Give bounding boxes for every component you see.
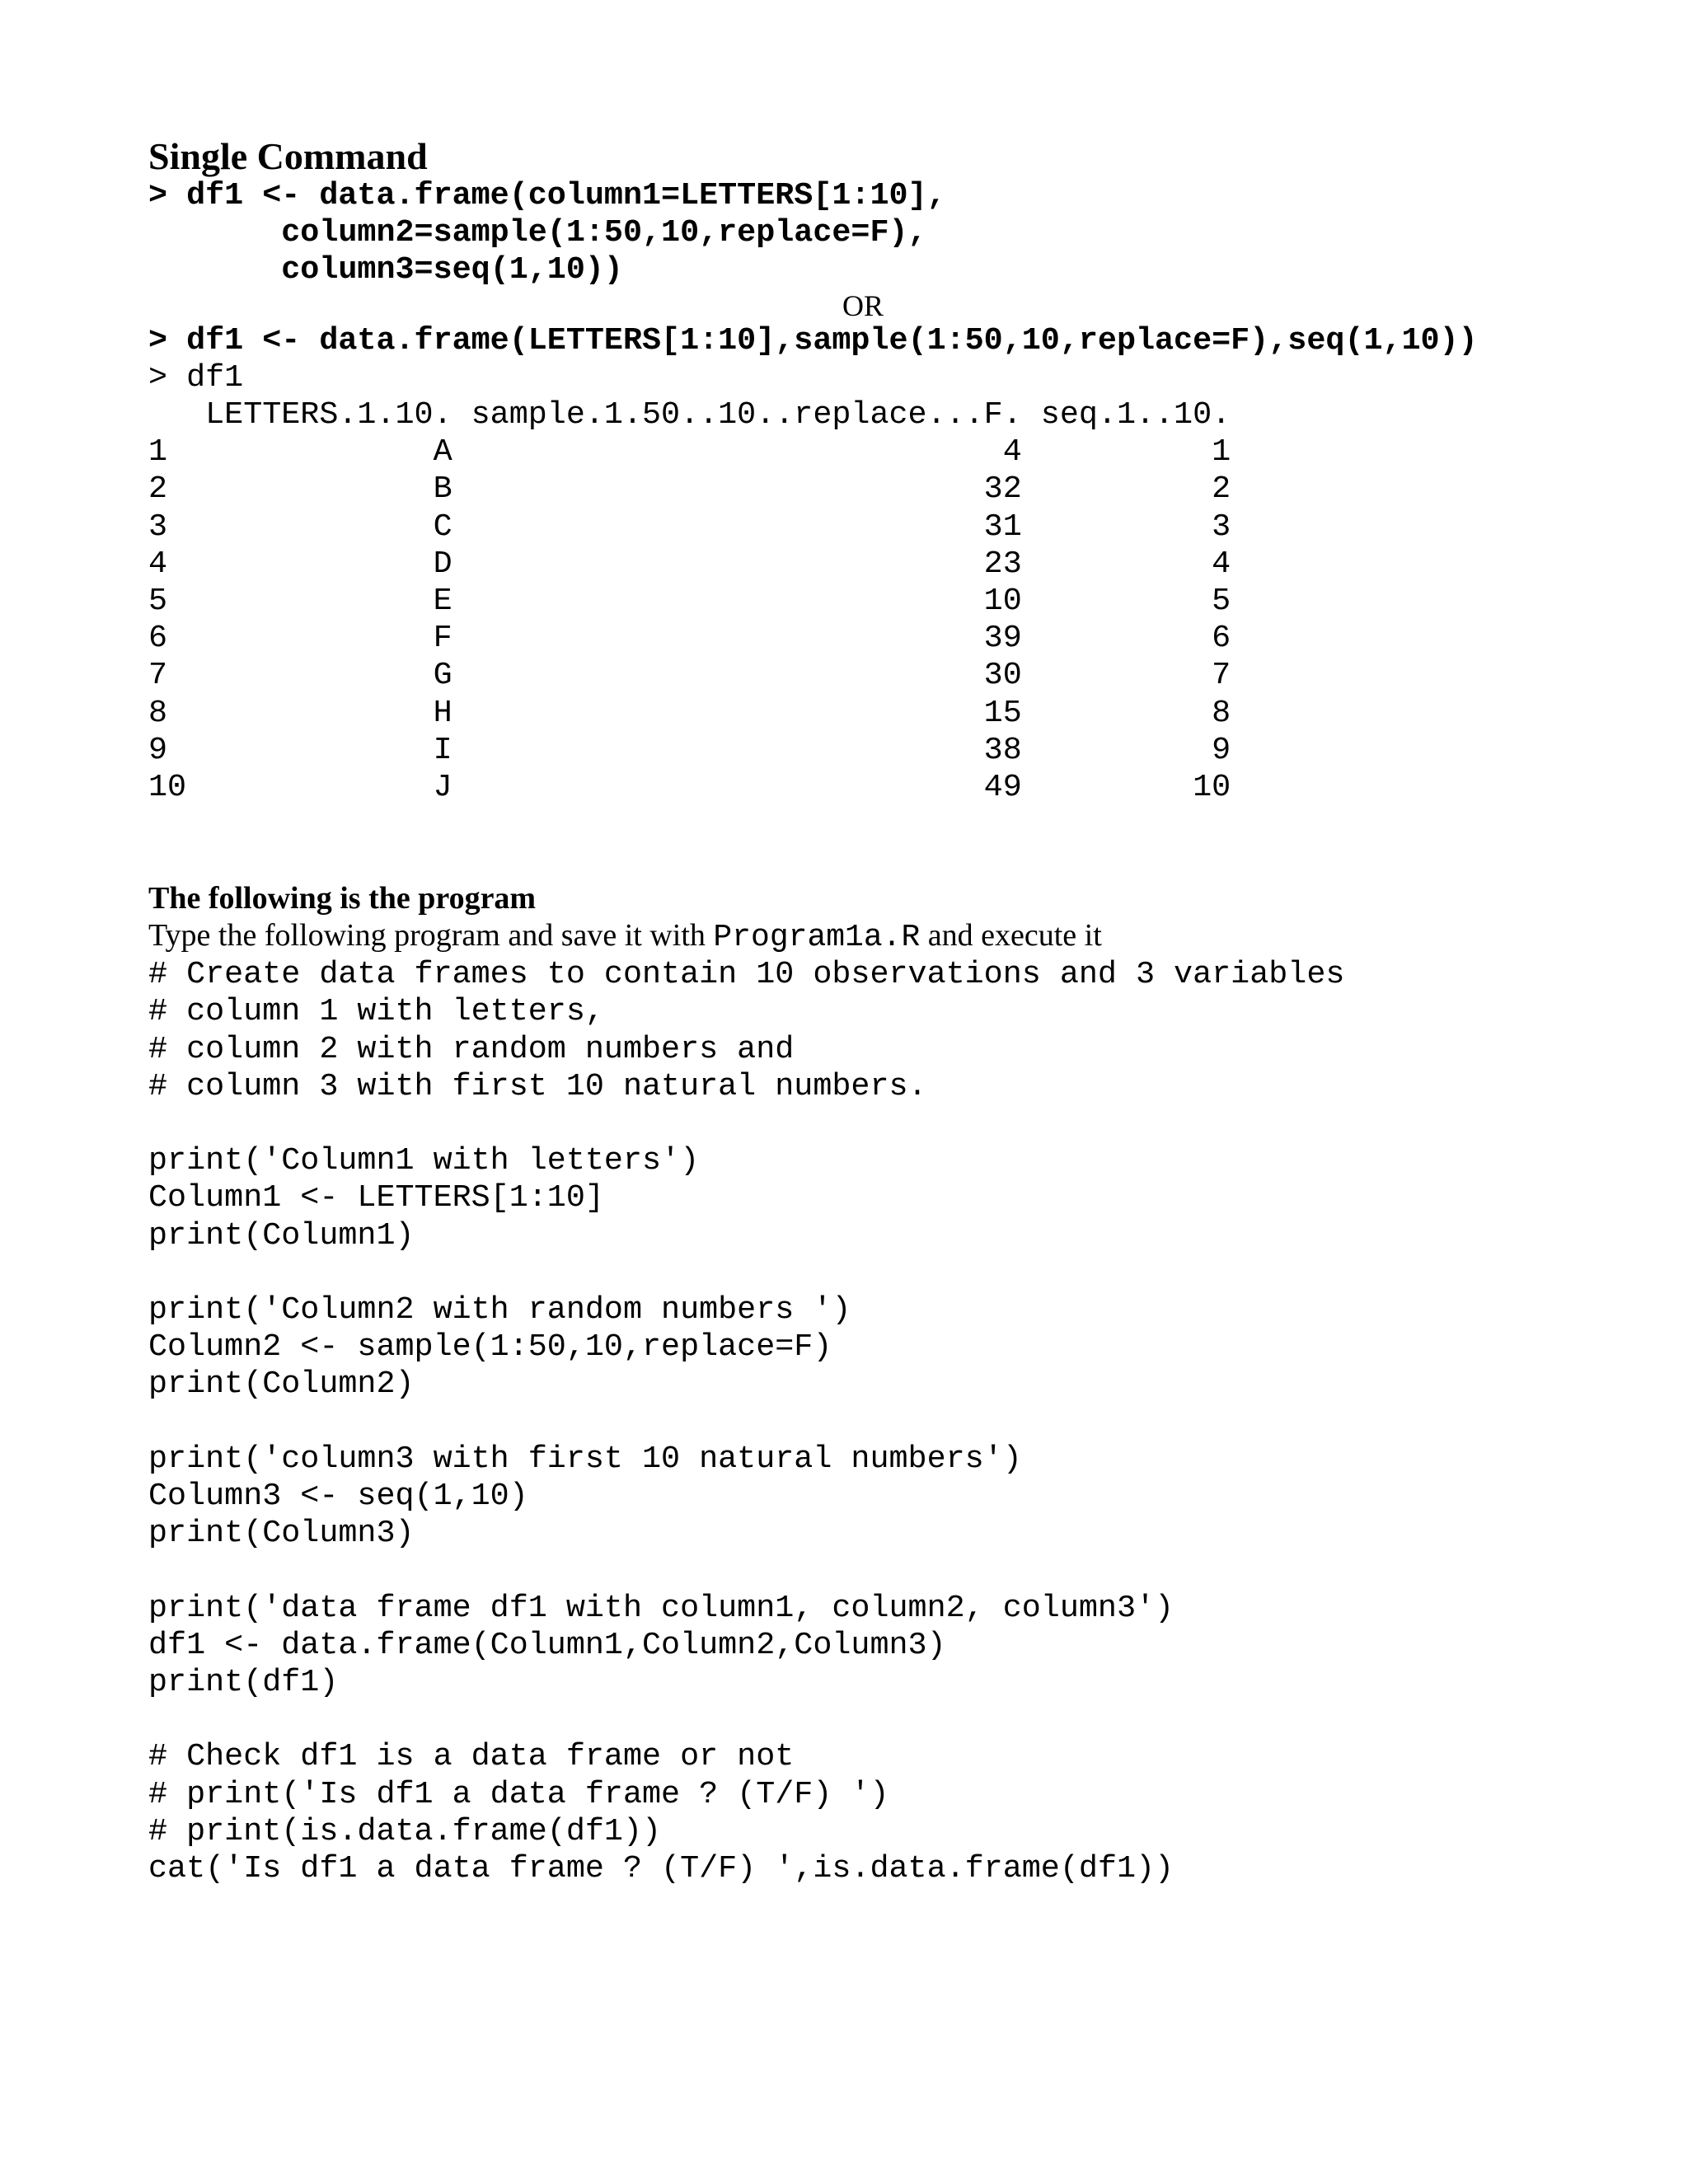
table-row: 4 D 23 4 (148, 545, 1231, 582)
program-code (148, 956, 1615, 1887)
section-title-single-command: Single Command (148, 135, 428, 177)
code-comment: # print(is.data.frame(df1)) (148, 1812, 662, 1849)
table-row: 3 C 31 3 (148, 508, 1231, 545)
code-line: print(df1) (148, 1664, 339, 1701)
output-table (148, 396, 1615, 806)
code-line: print(Column2) (148, 1366, 415, 1403)
table-row: 7 G 30 7 (148, 657, 1231, 694)
table-header: LETTERS.1.10. sample.1.50..10..replace...F. seq.1..10. (148, 396, 1231, 434)
table-row: 10 J 49 10 (148, 769, 1231, 806)
code-line: print('Column2 with random numbers ') (148, 1291, 851, 1329)
command-line: column3=seq(1,10)) (148, 251, 623, 288)
program-intro (148, 917, 1615, 956)
command-line-alternative: > df1 <- data.frame(LETTERS[1:10],sample(1:50,10,replace=F),seq(1,10)) (148, 321, 1478, 359)
table-row: 6 F 39 6 (148, 620, 1231, 657)
table-row: 1 A 4 1 (148, 434, 1231, 471)
or-separator: OR (842, 288, 884, 322)
code-line: print(Column3) (148, 1515, 415, 1552)
command-line: column2=sample(1:50,10,replace=F), (148, 214, 927, 251)
code-line: Column2 <- sample(1:50,10,replace=F) (148, 1329, 832, 1366)
code-comment: # print('Is df1 a data frame ? (T/F) ') (148, 1775, 889, 1812)
program-filename: Program1a.R (713, 920, 921, 956)
code-comment: # column 2 with random numbers and (148, 1030, 795, 1067)
document-page (148, 136, 1615, 1887)
code-comment: # column 3 with first 10 natural numbers. (148, 1067, 927, 1104)
code-line: print(Column1) (148, 1216, 415, 1254)
code-line: print('column3 with first 10 natural numbers') (148, 1440, 1022, 1477)
code-line: Column1 <- LETTERS[1:10] (148, 1179, 604, 1216)
table-row: 5 E 10 5 (148, 583, 1231, 620)
code-comment: # Create data frames to contain 10 observations and 3 variables (148, 956, 1345, 993)
table-row: 2 B 32 2 (148, 471, 1231, 508)
print-command: > df1 (148, 359, 244, 396)
code-line: df1 <- data.frame(Column1,Column2,Column3) (148, 1626, 946, 1663)
section-title-program: The following is the program (148, 881, 537, 916)
code-line: Column3 <- seq(1,10) (148, 1478, 528, 1515)
code-line: print('Column1 with letters') (148, 1142, 700, 1179)
code-line: print('data frame df1 with column1, column2, column3') (148, 1589, 1175, 1626)
intro-text-before: Type the following program and save it with (148, 918, 714, 954)
command-line: > df1 <- data.frame(column1=LETTERS[1:10], (148, 177, 946, 213)
table-row: 9 I 38 9 (148, 731, 1231, 768)
table-row: 8 H 15 8 (148, 694, 1231, 731)
code-comment: # column 1 with letters, (148, 993, 604, 1030)
intro-text-after: and execute it (920, 918, 1102, 954)
code-comment: # Check df1 is a data frame or not (148, 1738, 795, 1775)
code-line: cat('Is df1 a data frame ? (T/F) ',is.data.frame(df1)) (148, 1850, 1175, 1887)
